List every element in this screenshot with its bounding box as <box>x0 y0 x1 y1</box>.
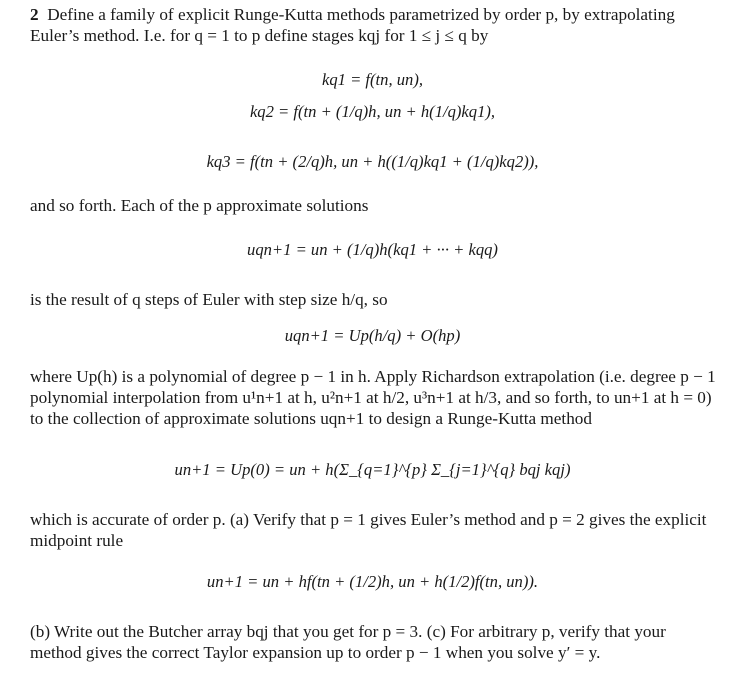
intro-text: Define a family of explicit Runge-Kutta methods parametrized by order p, by extrapolating Euler’s method. I.e. for q = 1 to p define stages kqj for 1 ≤ j ≤ q by <box>30 5 675 45</box>
equation-extrapolation <box>0 460 745 480</box>
accuracy-paragraph <box>30 509 720 551</box>
equation-extrapolation-text: un+1 = Up(0) = un + h(Σ_{q=1}^{p} Σ_{j=1}^{q} bqj kqj) <box>174 460 571 479</box>
equation-kq3-text: kq3 = f(tn + (2/q)h, un + h((1/q)kq1 + (1/q)kq2)), <box>206 152 539 171</box>
final-paragraph <box>30 621 720 663</box>
equation-kq1-text: kq1 = f(tn, un), <box>321 70 424 89</box>
equation-midpoint <box>0 572 745 592</box>
equation-up <box>0 326 745 346</box>
equation-uq-text: uqn+1 = un + (1/q)h(kq1 + ··· + kqq) <box>247 240 498 259</box>
equation-kq1 <box>0 70 745 90</box>
equation-midpoint-text: un+1 = un + hf(tn + (1/2)h, un + h(1/2)f(tn, un)). <box>206 572 539 591</box>
equation-kq2-text: kq2 = f(tn + (1/q)h, un + h(1/q)kq1), <box>249 102 496 121</box>
equation-uq <box>0 240 745 260</box>
accuracy-text: which is accurate of order p. (a) Verify that p = 1 gives Euler’s method and p = 2 gives the explicit midpoint rule <box>30 510 707 550</box>
final-text: (b) Write out the Butcher array bqj that you get for p = 3. (c) For arbitrary p, verify that your method gives the correct Taylor expansion up to order p − 1 when you solve y′ = y. <box>30 622 666 662</box>
equation-kq3 <box>0 152 745 172</box>
problem-number: 2 <box>30 5 39 24</box>
text-after-uq <box>30 289 720 310</box>
after-uq-text: is the result of q steps of Euler with step size h/q, so <box>30 290 388 309</box>
text-and-so-forth <box>30 195 720 216</box>
richardson-paragraph <box>30 366 720 429</box>
equation-up-text: uqn+1 = Up(h/q) + O(hp) <box>284 326 461 345</box>
richardson-text: where Up(h) is a polynomial of degree p − 1 in h. Apply Richardson extrapolation (i.e. degree p − 1 polynomial interpolation from u¹n+1 at h, u²n+1 at h/2, u³n+1 at h/3, and so forth, to un+1 at h = 0) to the collection of approximate solutions uqn+1 to design a Runge-Kutta method <box>30 367 716 428</box>
after-stages-text: and so forth. Each of the p approximate solutions <box>30 196 369 215</box>
problem-intro <box>30 4 720 46</box>
equation-kq2 <box>0 102 745 122</box>
